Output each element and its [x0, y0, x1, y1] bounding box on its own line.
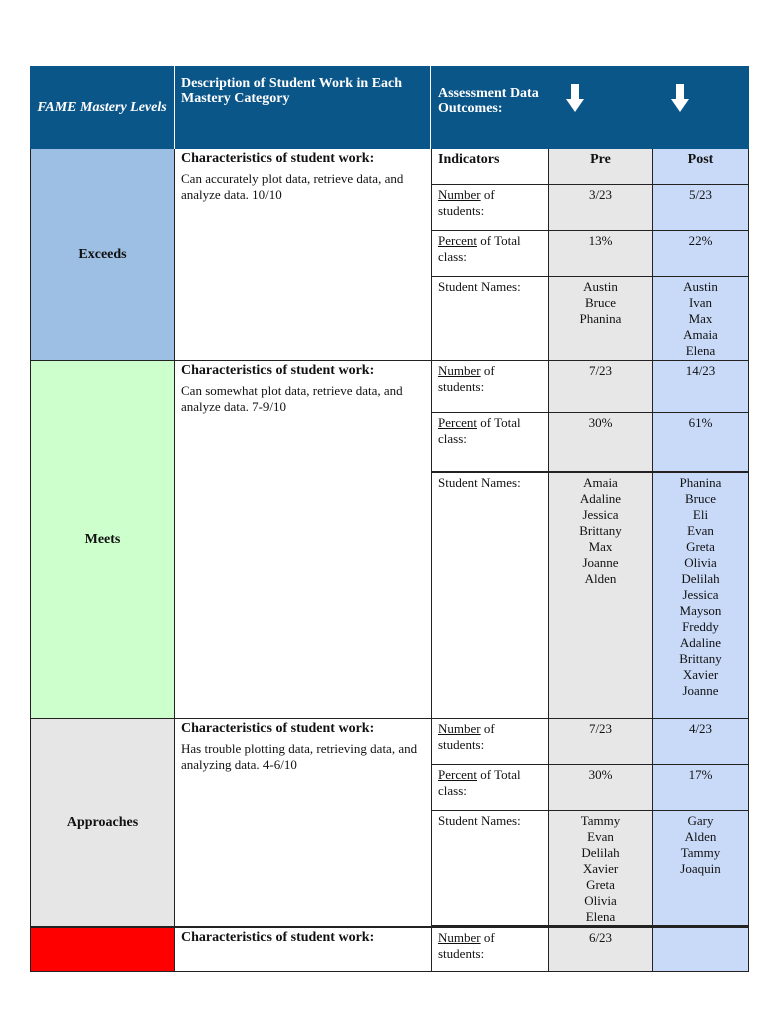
number-pre: 6/23	[588, 930, 613, 945]
names-pre-list	[549, 811, 653, 927]
characteristics-text: Can accurately plot data, retrieve data, and analyze data. 10/10	[181, 171, 404, 202]
post-header	[653, 149, 749, 185]
number-word: Number	[438, 187, 481, 202]
names-post-list	[653, 277, 749, 361]
names-pre-list	[549, 473, 653, 719]
names-indicator	[432, 277, 549, 361]
number-post-value	[653, 361, 749, 413]
number-rest: of students:	[438, 187, 495, 218]
number-word: Number	[438, 363, 481, 378]
number-pre: 3/23	[588, 187, 613, 202]
number-pre: 7/23	[588, 721, 613, 736]
number-rest: of students:	[438, 363, 495, 394]
names-pre-list	[549, 277, 653, 361]
pre-label: Pre	[590, 152, 611, 167]
characteristics-heading: Characteristics of student work:	[181, 930, 375, 945]
percent-pre: 30%	[588, 415, 613, 430]
percent-rest: of Total class:	[438, 415, 521, 446]
percent-word: Percent	[438, 233, 477, 248]
number-pre-value	[549, 361, 653, 413]
percent-post-value	[653, 413, 749, 473]
names-post: Gary Alden Tammy Joaquin	[680, 813, 721, 876]
indicators-label: Indicators	[438, 152, 500, 167]
characteristics-text: Has trouble plotting data, retrieving data, and analyzing data. 4-6/10	[181, 741, 418, 772]
header-description: Description of Student Work in Each Mastery Category	[175, 66, 431, 149]
indicators-header	[432, 149, 549, 185]
names-indicator	[432, 473, 549, 719]
number-rest: of students:	[438, 721, 495, 752]
percent-indicator	[432, 413, 549, 473]
mastery-level-label: Meets	[84, 531, 121, 547]
number-indicator	[432, 719, 549, 765]
number-post: 14/23	[685, 363, 716, 378]
number-pre-value	[549, 927, 653, 972]
mastery-level-0	[30, 149, 175, 361]
percent-post-value	[653, 765, 749, 811]
percent-pre: 13%	[588, 233, 613, 248]
percent-pre-value	[549, 765, 653, 811]
percent-indicator	[432, 765, 549, 811]
number-rest: of students:	[438, 930, 495, 961]
characteristics-heading: Characteristics of student work:	[181, 151, 375, 166]
number-indicator	[432, 361, 549, 413]
student-work-description	[175, 719, 432, 927]
student-work-description	[175, 361, 432, 719]
characteristics-heading: Characteristics of student work:	[181, 363, 375, 378]
number-pre-value	[549, 185, 653, 231]
number-pre-value	[549, 719, 653, 765]
names-pre: Amaia Adaline Jessica Brittany Max Joanne Alden	[579, 475, 622, 586]
mastery-level-label: Approaches	[66, 814, 139, 830]
number-indicator	[432, 185, 549, 231]
percent-post: 61%	[688, 415, 713, 430]
number-post-value	[653, 719, 749, 765]
percent-word: Percent	[438, 767, 477, 782]
percent-post-value	[653, 231, 749, 277]
number-post: 5/23	[688, 187, 713, 202]
characteristics-heading: Characteristics of student work:	[181, 721, 375, 736]
pre-header	[549, 149, 653, 185]
student-work-description	[175, 149, 432, 361]
characteristics-text: Can somewhat plot data, retrieve data, and analyze data. 7-9/10	[181, 383, 403, 414]
down-arrow-icon	[566, 84, 584, 114]
mastery-level-label: Exceeds	[78, 246, 127, 262]
table-header	[30, 66, 749, 149]
number-word: Number	[438, 930, 481, 945]
names-label: Student Names:	[438, 813, 521, 828]
names-pre: Austin Bruce Phanina	[579, 279, 622, 326]
number-pre: 7/23	[588, 363, 613, 378]
names-indicator	[432, 811, 549, 927]
mastery-level-2	[30, 719, 175, 927]
percent-rest: of Total class:	[438, 767, 521, 798]
names-post: Austin Ivan Max Amaia Elena	[683, 279, 718, 358]
percent-indicator	[432, 231, 549, 277]
header-assessment	[432, 66, 749, 149]
names-label: Student Names:	[438, 279, 521, 294]
names-label: Student Names:	[438, 475, 521, 490]
percent-pre-value	[549, 413, 653, 473]
mastery-level-1	[30, 361, 175, 719]
down-arrow-icon	[671, 84, 689, 114]
number-post-value	[653, 927, 749, 972]
number-post: 4/23	[688, 721, 713, 736]
percent-rest: of Total class:	[438, 233, 521, 264]
mastery-level-3	[30, 927, 175, 972]
percent-post: 22%	[688, 233, 713, 248]
number-word: Number	[438, 721, 481, 736]
header-assessment-label: Assessment Data Outcomes:	[438, 86, 539, 116]
names-post-list	[653, 811, 749, 927]
percent-word: Percent	[438, 415, 477, 430]
number-indicator	[432, 927, 549, 972]
header-levels: FAME Mastery Levels	[30, 66, 175, 149]
student-work-description	[175, 927, 432, 972]
percent-post: 17%	[688, 767, 713, 782]
percent-pre: 30%	[588, 767, 613, 782]
percent-pre-value	[549, 231, 653, 277]
post-label: Post	[687, 152, 714, 167]
number-post-value	[653, 185, 749, 231]
names-post: Phanina Bruce Eli Evan Greta Olivia Delilah Jessica Mayson Freddy Adaline Brittany Xavier Joanne	[679, 475, 722, 698]
names-pre: Tammy Evan Delilah Xavier Greta Olivia Elena	[580, 813, 621, 924]
names-post-list	[653, 473, 749, 719]
